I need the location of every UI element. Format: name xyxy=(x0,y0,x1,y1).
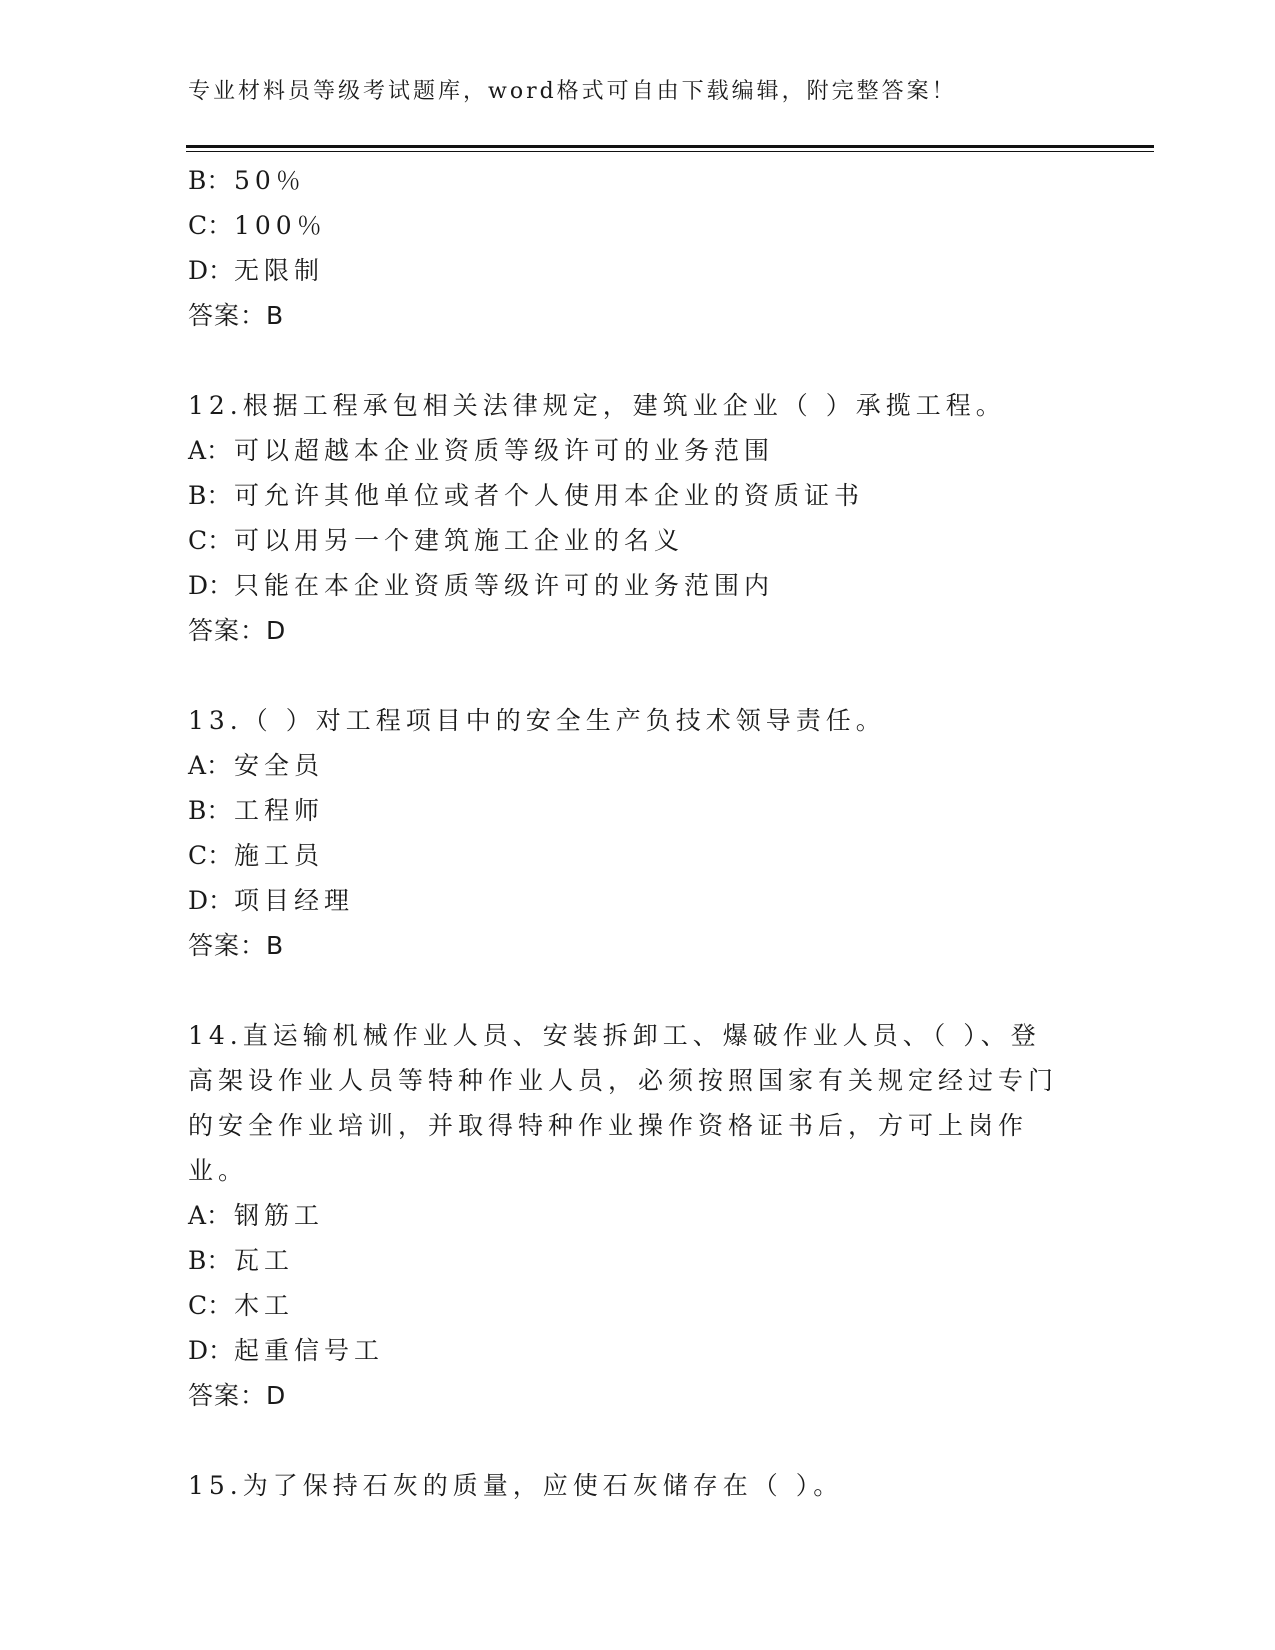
header-rule-thin xyxy=(186,151,1154,152)
option-d: D：只能在本企业资质等级许可的业务范围内 xyxy=(188,571,775,600)
question-14 xyxy=(188,1013,1068,1419)
spacer xyxy=(188,1419,1068,1463)
option-d: D：起重信号工 xyxy=(188,1336,385,1365)
question-stem: 13.（ ）对工程项目中的安全生产负技术领导责任。 xyxy=(188,706,886,735)
question-12 xyxy=(188,383,1068,654)
option-c: C：木工 xyxy=(188,1291,295,1320)
question-15 xyxy=(188,1463,1068,1508)
option-b: B： 可允许其他单位或者个人使用本企业的资质证书 xyxy=(188,481,865,510)
spacer xyxy=(188,969,1068,1013)
answer: 答案：B xyxy=(188,301,285,330)
question-stem: 15.为了保持石灰的质量，应使石灰储存在（ ）。 xyxy=(188,1471,844,1500)
spacer xyxy=(188,339,1068,383)
option-d: D：项目经理 xyxy=(188,886,355,915)
question-stem: 14.直运输机械作业人员、安装拆卸工、爆破作业人员、（ ）、登高架设作业人员等特种作业人员，必须按照国家有关规定经过专门的安全作业培训，并取得特种作业操作资格证书后，方可上岗作业。 xyxy=(188,1021,1059,1185)
question-stem: 12.根据工程承包相关法律规定，建筑业企业（ ）承揽工程。 xyxy=(188,391,1006,420)
option-a: A： 可以超越本企业资质等级许可的业务范围 xyxy=(188,436,775,465)
option-c: C：可以用另一个建筑施工企业的名义 xyxy=(188,526,685,555)
option-b: B： 瓦工 xyxy=(188,1246,295,1275)
option-a: A： 安全员 xyxy=(188,751,325,780)
page-header: 专业材料员等级考试题库，word格式可自由下载编辑，附完整答案！ xyxy=(188,79,957,104)
answer: 答案：D xyxy=(188,616,287,645)
answer: 答案：B xyxy=(188,931,285,960)
option-c: C：100％ xyxy=(188,211,327,240)
question-13 xyxy=(188,698,1068,969)
answer: 答案：D xyxy=(188,1381,287,1410)
option-b: B： 工程师 xyxy=(188,796,325,825)
spacer xyxy=(188,654,1068,698)
option-c: C：施工员 xyxy=(188,841,325,870)
document-body xyxy=(188,158,1068,1508)
question-11-tail xyxy=(188,158,1068,339)
option-d: D：无限制 xyxy=(188,256,325,285)
header-rule-thick xyxy=(186,145,1154,148)
option-b: B： 50％ xyxy=(188,166,306,195)
option-a: A： 钢筋工 xyxy=(188,1201,325,1230)
